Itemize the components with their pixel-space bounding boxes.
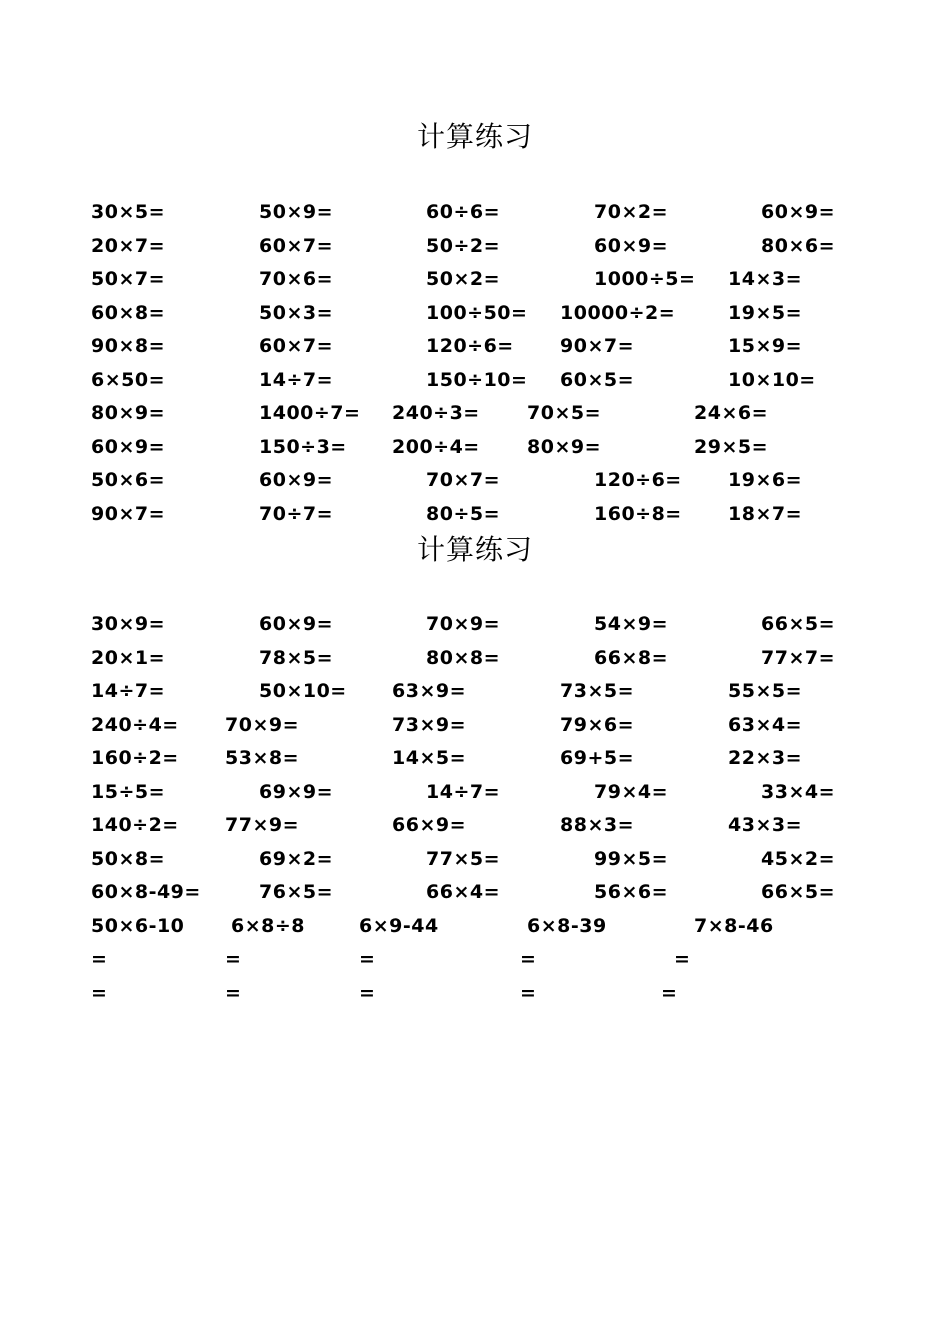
math-problem: 50×6-10 — [91, 914, 185, 937]
problem-row — [0, 297, 950, 329]
math-problem: 70×5= — [527, 402, 602, 424]
math-problem: 22×3= — [728, 747, 803, 769]
problem-row — [0, 431, 950, 463]
problem-row — [0, 977, 950, 1009]
math-problem: 240÷3= — [392, 402, 480, 424]
math-problem: 6×8÷8 — [231, 914, 306, 937]
math-problem: = — [661, 981, 678, 1004]
math-problem: 78×5= — [259, 646, 334, 669]
problem-row — [0, 196, 950, 228]
math-problem: 60×5= — [560, 368, 635, 391]
math-problem: 15÷5= — [91, 780, 166, 803]
problem-row — [0, 230, 950, 262]
math-problem: 55×5= — [728, 680, 803, 702]
math-problem: = — [359, 948, 376, 970]
math-problem: 76×5= — [259, 881, 334, 903]
problem-row — [0, 910, 950, 942]
math-problem: = — [359, 981, 376, 1004]
math-problem: 6×8-39 — [527, 914, 607, 937]
math-problem: 14×3= — [728, 268, 803, 290]
math-problem: 140÷2= — [91, 814, 179, 836]
math-problem: 88×3= — [560, 814, 635, 836]
math-problem: 66×8= — [594, 646, 669, 669]
math-problem: = — [91, 948, 108, 970]
problem-row — [0, 843, 950, 875]
math-problem: 63×9= — [392, 680, 467, 702]
math-problem: 50×6= — [91, 469, 166, 491]
math-problem: 14÷7= — [426, 780, 501, 803]
math-problem: 77×5= — [426, 847, 501, 870]
math-problem: 14÷7= — [259, 368, 334, 391]
math-problem: 18×7= — [728, 502, 803, 525]
math-problem: 99×5= — [594, 847, 669, 870]
section-title: 计算练习 — [416, 533, 533, 566]
math-problem: 60×9= — [259, 469, 334, 491]
math-problem: 50×9= — [259, 201, 334, 223]
math-problem: 1400÷7= — [259, 402, 361, 424]
math-problem: 50×10= — [259, 680, 347, 702]
problem-row — [0, 330, 950, 362]
math-problem: 15×9= — [728, 335, 803, 357]
math-problem: 60×7= — [259, 234, 334, 257]
math-problem: 66×4= — [426, 881, 501, 903]
problem-row — [0, 809, 950, 841]
math-problem: 19×6= — [728, 469, 803, 491]
math-problem: 160÷2= — [91, 747, 179, 769]
math-problem: 79×4= — [594, 780, 669, 803]
math-problem: 1000÷5= — [594, 268, 696, 290]
math-problem: 30×5= — [91, 201, 166, 223]
math-problem: 120÷6= — [426, 335, 514, 357]
problem-row — [0, 397, 950, 429]
problem-row — [0, 675, 950, 707]
math-problem: 66×5= — [761, 881, 836, 903]
math-problem: 53×8= — [225, 747, 300, 769]
math-problem: = — [91, 981, 108, 1004]
math-problem: 70×9= — [225, 713, 300, 736]
math-problem: 6×9-44 — [359, 914, 439, 937]
math-problem: 69+5= — [560, 747, 635, 769]
math-problem: 10×10= — [728, 368, 816, 391]
math-problem: 14×5= — [392, 747, 467, 769]
math-problem: 60×8-49= — [91, 881, 201, 903]
math-problem: 29×5= — [694, 435, 769, 458]
math-problem: 240÷4= — [91, 713, 179, 736]
problem-row — [0, 464, 950, 496]
math-problem: 63×4= — [728, 713, 803, 736]
math-problem: 33×4= — [761, 780, 836, 803]
math-problem: = — [520, 948, 537, 970]
math-problem: 80×9= — [91, 402, 166, 424]
math-problem: 24×6= — [694, 402, 769, 424]
math-problem: 120÷6= — [594, 469, 682, 491]
math-problem: 70×2= — [594, 201, 669, 223]
math-problem: 60×9= — [91, 435, 166, 458]
math-problem: 80×8= — [426, 646, 501, 669]
math-problem: 60×7= — [259, 335, 334, 357]
math-problem: 60×8= — [91, 301, 166, 324]
problem-row — [0, 742, 950, 774]
math-problem: 90×7= — [560, 335, 635, 357]
math-problem: 45×2= — [761, 847, 836, 870]
math-problem: 10000÷2= — [560, 301, 676, 324]
math-problem: 60×9= — [761, 201, 836, 223]
math-problem: 70×9= — [426, 613, 501, 635]
math-problem: 50×3= — [259, 301, 334, 324]
math-problem: 19×5= — [728, 301, 803, 324]
math-problem: 20×1= — [91, 646, 166, 669]
problem-row — [0, 263, 950, 295]
math-problem: 66×5= — [761, 613, 836, 635]
math-problem: = — [225, 981, 242, 1004]
problem-row — [0, 364, 950, 396]
math-problem: 70×6= — [259, 268, 334, 290]
math-problem: 50÷2= — [426, 234, 501, 257]
math-problem: 30×9= — [91, 613, 166, 635]
problem-row — [0, 642, 950, 674]
math-problem: 66×9= — [392, 814, 467, 836]
math-problem: 73×9= — [392, 713, 467, 736]
math-problem: 200÷4= — [392, 435, 480, 458]
math-problem: 69×9= — [259, 780, 334, 803]
math-problem: 160÷8= — [594, 502, 682, 525]
math-problem: 7×8-46 — [694, 914, 774, 937]
math-problem: 60×9= — [594, 234, 669, 257]
math-problem: = — [225, 948, 242, 970]
math-problem: 150÷3= — [259, 435, 347, 458]
math-problem: 77×7= — [761, 646, 836, 669]
math-problem: 60×9= — [259, 613, 334, 635]
math-problem: 70×7= — [426, 469, 501, 491]
problem-row — [0, 776, 950, 808]
math-problem: = — [520, 981, 537, 1004]
math-problem: 14÷7= — [91, 680, 166, 702]
problem-row — [0, 709, 950, 741]
math-problem: 150÷10= — [426, 368, 528, 391]
problem-row — [0, 876, 950, 908]
math-problem: 90×7= — [91, 502, 166, 525]
math-problem: 56×6= — [594, 881, 669, 903]
math-problem: 80÷5= — [426, 502, 501, 525]
section-title: 计算练习 — [416, 120, 533, 153]
math-problem: 69×2= — [259, 847, 334, 870]
math-problem: 54×9= — [594, 613, 669, 635]
math-problem: 79×6= — [560, 713, 635, 736]
math-problem: 100÷50= — [426, 301, 528, 324]
math-problem: 77×9= — [225, 814, 300, 836]
math-problem: 80×9= — [527, 435, 602, 458]
math-problem: 20×7= — [91, 234, 166, 257]
math-problem: 73×5= — [560, 680, 635, 702]
math-problem: 80×6= — [761, 234, 836, 257]
math-problem: 6×50= — [91, 368, 166, 391]
math-problem: 60÷6= — [426, 201, 501, 223]
math-problem: 50×2= — [426, 268, 501, 290]
math-problem: 70÷7= — [259, 502, 334, 525]
problem-row — [0, 943, 950, 975]
math-problem: 43×3= — [728, 814, 803, 836]
math-problem: 90×8= — [91, 335, 166, 357]
problem-row — [0, 608, 950, 640]
math-problem: 50×8= — [91, 847, 166, 870]
math-problem: 50×7= — [91, 268, 166, 290]
math-problem: = — [674, 948, 691, 970]
problem-row — [0, 498, 950, 530]
